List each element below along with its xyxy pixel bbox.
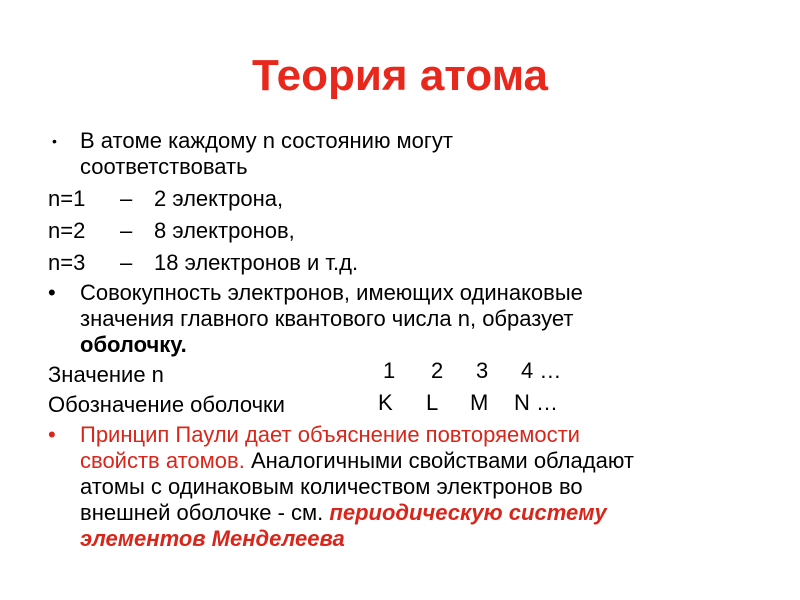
slide-title: Теория атома: [251, 51, 549, 100]
shell-value-1: 2 электрона,: [154, 186, 284, 211]
intro-line-1: В атоме каждому n состоянию могут: [80, 128, 454, 153]
row-value-n-1: 1: [383, 358, 396, 383]
pauli-line-2-red: свойств атомов.: [80, 448, 245, 473]
row-value-n-4: 4 …: [521, 358, 562, 383]
pauli-line-4-black: внешней оболочке - см.: [80, 500, 330, 525]
pauli-line-2: [80, 448, 634, 474]
intro-line-2: соответствовать: [80, 154, 248, 179]
pauli-line-1: Принцип Паули дает объяснение повторяемости: [80, 422, 580, 447]
row-label-n: Значение n: [48, 362, 164, 387]
bullet-icon: •: [48, 422, 56, 447]
row-value-shell-3: M: [470, 390, 489, 415]
definition-term: оболочку.: [80, 332, 187, 357]
shell-n-3: n=3: [48, 250, 86, 275]
pauli-line-5: элементов Менделеева: [80, 526, 345, 551]
row-value-shell-4: N …: [514, 390, 558, 415]
bullet-icon: •: [48, 280, 56, 305]
bullet-icon: •: [52, 133, 57, 149]
row-value-n-3: 3: [476, 358, 489, 383]
shell-dash-3: –: [120, 250, 133, 275]
shell-n-1: n=1: [48, 186, 86, 211]
pauli-line-4: [80, 500, 607, 526]
row-value-shell-2: L: [426, 390, 439, 415]
definition-line-1: Совокупность электронов, имеющих одинаковые: [80, 280, 583, 305]
row-label-shell: Обозначение оболочки: [48, 392, 285, 417]
shell-value-2: 8 электронов,: [154, 218, 295, 243]
shell-value-3: 18 электронов и т.д.: [154, 250, 359, 275]
pauli-line-3: атомы с одинаковым количеством электронов во: [80, 474, 583, 499]
pauli-line-2-black: Аналогичными свойствами обладают: [244, 448, 634, 473]
shell-dash-2: –: [120, 218, 133, 243]
shell-n-2: n=2: [48, 218, 86, 243]
row-value-shell-1: K: [378, 390, 393, 415]
periodic-table-link: периодическую систему: [329, 500, 607, 525]
row-value-n-2: 2: [431, 358, 444, 383]
definition-line-2: значения главного квантового числа n, образует: [80, 306, 574, 331]
shell-dash-1: –: [120, 186, 133, 211]
